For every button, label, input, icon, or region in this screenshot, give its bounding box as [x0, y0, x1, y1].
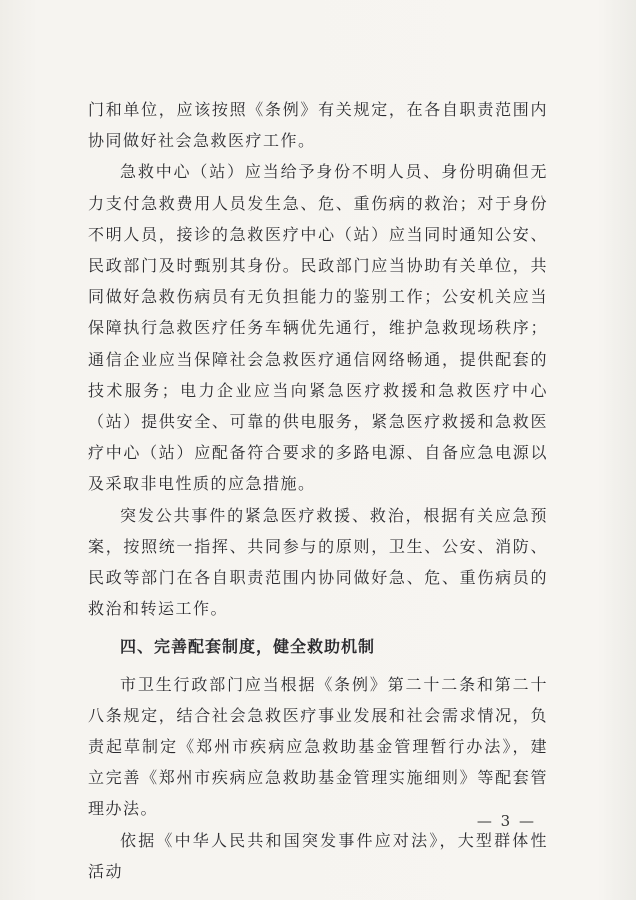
page-number: — 3 —: [476, 812, 536, 830]
paragraph-1: 门和单位，应该按照《条例》有关规定，在各自职责范围内协同做好社会急救医疗工作。: [88, 100, 548, 151]
section-heading: 四、完善配套制度，健全救助机制: [120, 637, 376, 657]
paragraph-5: 依据《中华人民共和国突发事件应对法》，大型群体性活动: [88, 830, 548, 881]
paragraph-2: 急救中心（站）应当给予身份不明人员、身份明确但无力支付急救费用人员发生急、危、重伤病的救治；对于身份不明人员，接诊的急救医疗中心（站）应当同时通知公安、民政部门及时甄别其身份。民政部门应当协助有关单位，共同做好急救伤病员有无负担能力的鉴别工作；公安机关应当保障执行急救医疗任务车辆优先通行，维护急救现场秩序；通信企业应当保障社会急救医疗通信网络畅通，提供配套的技术服务；电力企业应当向紧急医疗救援和急救医疗中心（站）提供安全、可靠的供电服务，紧急医疗救援和急救医疗中心（站）应配备符合要求的多路电源、自备应急电源以及采取非电性质的应急措施。: [88, 162, 548, 494]
paragraph-3: 突发公共事件的紧急医疗救援、救治，根据有关应急预案，按照统一指挥、共同参与的原则，卫生、公安、消防、民政等部门在各自职责范围内协同做好急、危、重伤病员的救治和转运工作。: [88, 505, 548, 619]
body-text: [88, 94, 548, 887]
paragraph-4: 市卫生行政部门应当根据《条例》第二十二条和第二十八条规定，结合社会急救医疗事业发展和社会需求情况，负责起草制定《郑州市疾病应急救助基金管理暂行办法》，建立完善《郑州市疾病应急救助基金管理实施细则》等配套管理办法。: [88, 674, 548, 819]
